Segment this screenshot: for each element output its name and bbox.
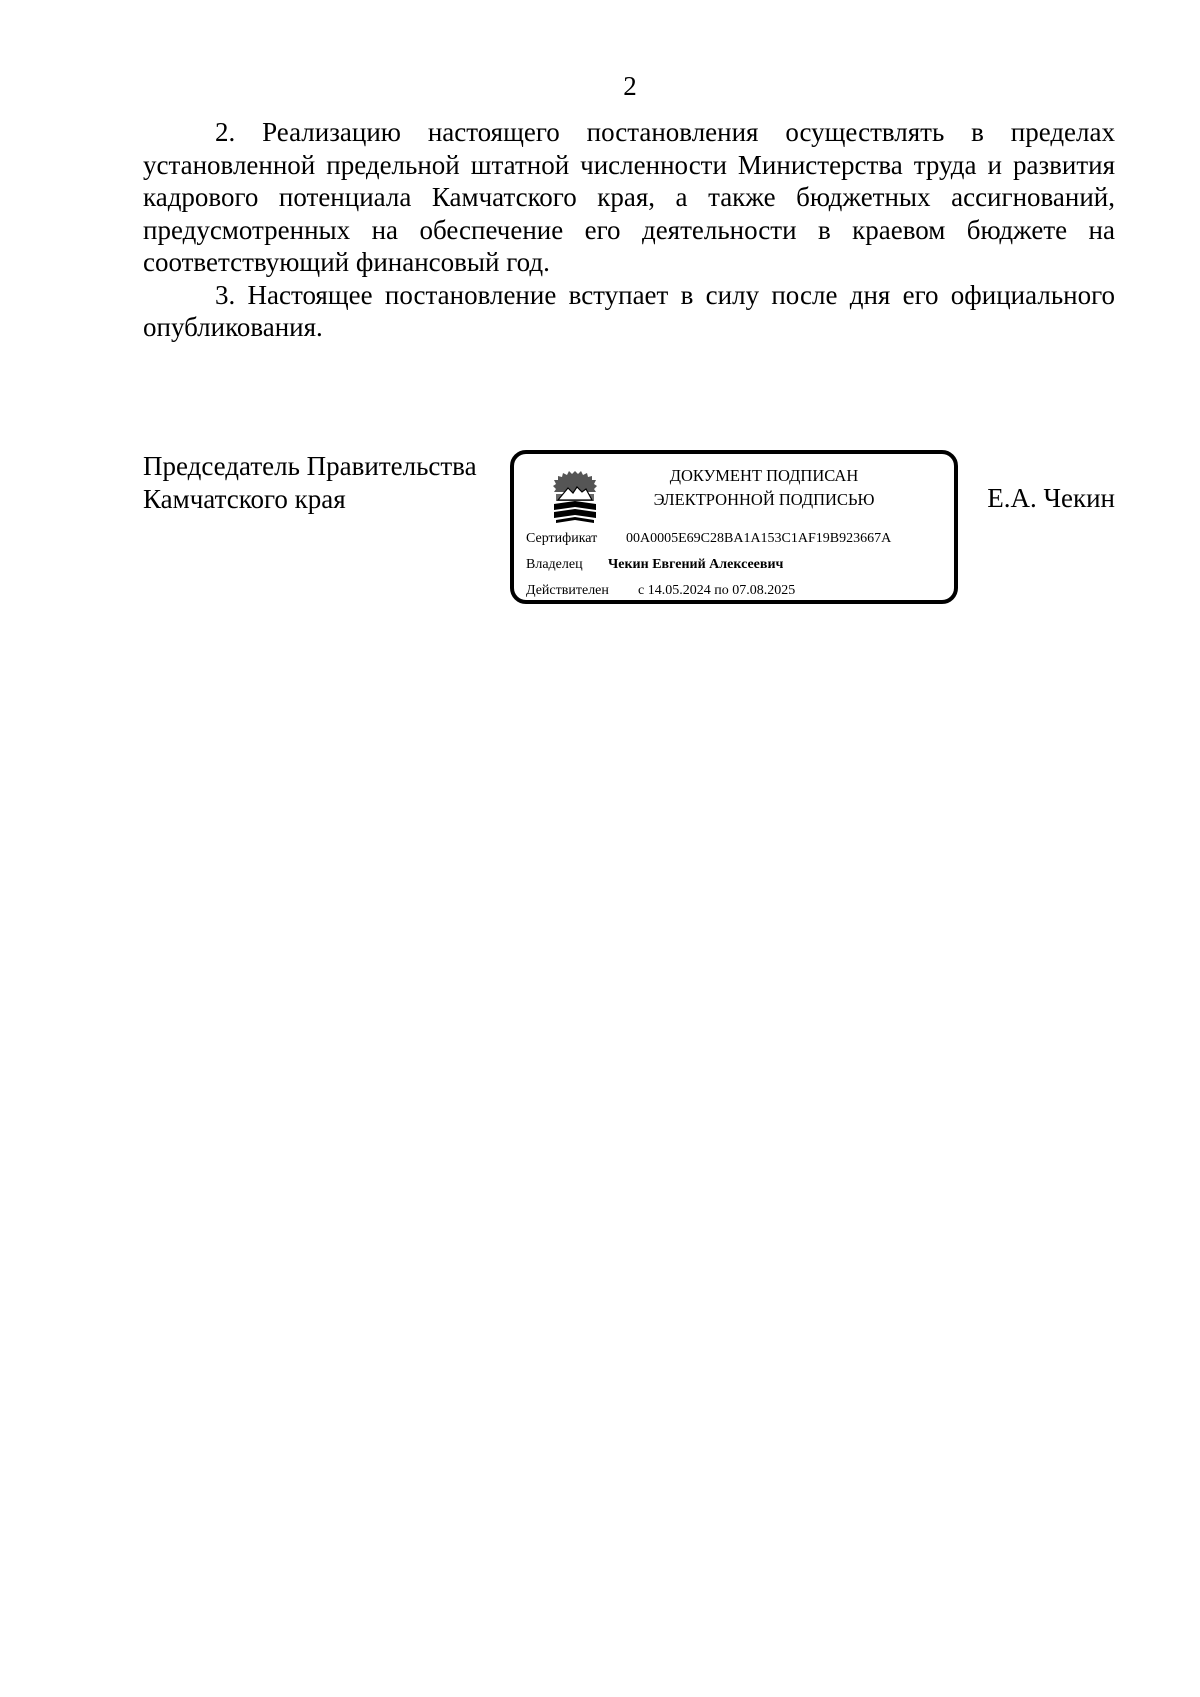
stamp-title (614, 464, 914, 512)
signer-position-line-2: Камчатского края (143, 483, 346, 514)
stamp-certificate-row (526, 530, 891, 548)
stamp-owner-row (526, 556, 783, 574)
valid-label: Действителен (526, 583, 609, 598)
certificate-value: 00A0005E69C28BA1A153C1AF19B923667A (626, 531, 892, 546)
signature-block (143, 450, 1115, 620)
paragraph-2: 2. Реализацию настоящего постановления осуществлять в пределах установленной предельной штатной численности Министерства труда и развития кадрового потенциала Камчатского края, а также бюджетных ассигнований, предусмотренных на обеспечение его деятельности в краевом бюджете на соответствующий финансовый год. (143, 117, 1115, 277)
paragraph-3: 3. Настоящее постановление вступает в силу после дня его официального опубликования. (143, 279, 1115, 342)
certificate-label: Сертификат (526, 531, 598, 546)
kamchatka-coat-of-arms-icon (550, 468, 600, 526)
electronic-signature-stamp (510, 450, 958, 604)
signer-position (143, 450, 503, 515)
signer-name: Е.А. Чекин (987, 483, 1115, 513)
valid-value: с 14.05.2024 по 07.08.2025 (638, 583, 796, 598)
stamp-title-line-2: ЭЛЕКТРОННОЙ ПОДПИСЬЮ (653, 490, 875, 509)
stamp-validity-row (526, 582, 795, 600)
page-number: 2 (623, 71, 637, 101)
signer-position-line-1: Председатель Правительства (143, 451, 477, 481)
owner-label: Владелец (526, 557, 583, 572)
stamp-title-line-1: ДОКУМЕНТ ПОДПИСАН (669, 466, 859, 485)
document-body (143, 116, 1115, 344)
owner-value: Чекин Евгений Алексеевич (608, 557, 784, 572)
